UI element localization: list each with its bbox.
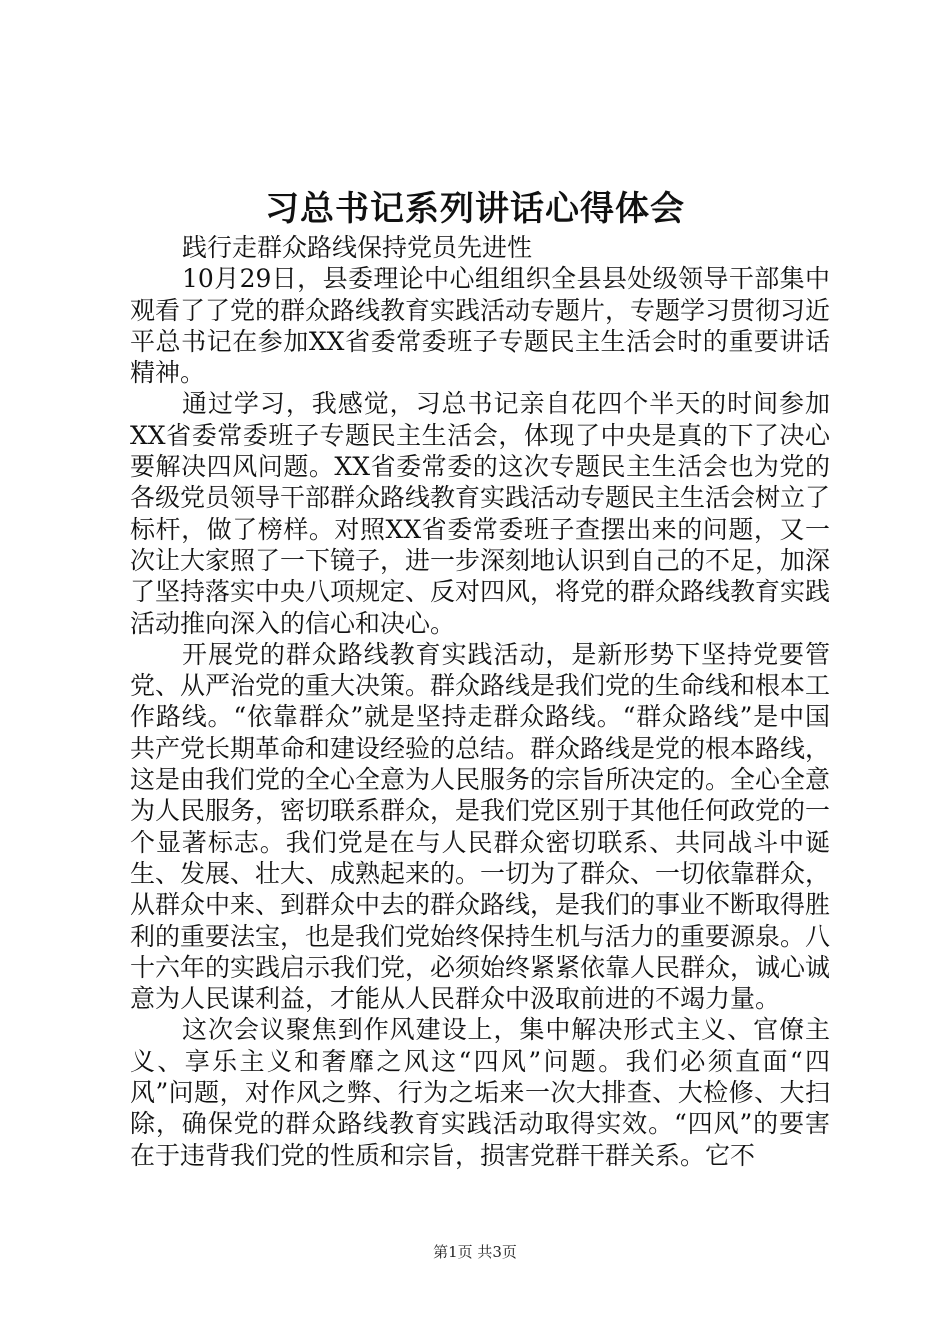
subtitle-paragraph: 践行走群众路线保持党员先进性 (182, 233, 533, 262)
page-footer (0, 1242, 950, 1262)
body-paragraph: 这次会议聚焦到作风建设上，集中解决形式主义、官僚主义、享乐主义和奢靡之风这“四风”问题。我们必须直面“四风”问题，对作风之弊、行为之垢来一次大排查、大检修、大扫除，确保党的群众路线教育实践活动取得实效。“四风”的要害在于违背我们党的性质和宗旨，损害党群干群关系。它不 (130, 1015, 830, 1170)
page-number: 第1页 (433, 1243, 473, 1261)
body-paragraph: 开展党的群众路线教育实践活动，是新形势下坚持党要管党、从严治党的重大决策。群众路线是我们党的生命线和根本工作路线。“依靠群众”就是坚持走群众路线。“群众路线”是中国共产党长期革命和建设经验的总结。群众路线是党的根本路线，这是由我们党的全心全意为人民服务的宗旨所决定的。全心全意为人民服务，密切联系群众，是我们党区别于其他任何政党的一个显著标志。我们党是在与人民群众密切联系、共同战斗中诞生、发展、壮大、成熟起来的。一切为了群众、一切依靠群众，从群众中来、到群众中去的群众路线，是我们的事业不断取得胜利的重要法宝，也是我们党始终保持生机与活力的重要源泉。八十六年的实践启示我们党，必须始终紧紧依靠人民群众，诚心诚意为人民谋利益，才能从人民群众中汲取前进的不竭力量。 (130, 639, 831, 1014)
body-paragraph: 10月29日，县委理论中心组组织全县县处级领导干部集中观看了了党的群众路线教育实践活动专题片，专题学习贯彻习近平总书记在参加XX省委常委班子专题民主生活会时的重要讲话精神。 (130, 264, 831, 388)
page-total: 共3页 (477, 1243, 517, 1261)
document-title: 习总书记系列讲话心得体会 (265, 189, 685, 229)
body-paragraph: 通过学习，我感觉，习总书记亲自花四个半天的时间参加XX省委常委班子专题民主生活会，体现了中央是真的下了决心要解决四风问题。XX省委常委的这次专题民主生活会也为党的各级党员领导干部群众路线教育实践活动专题民主生活会树立了标杆，做了榜样。对照XX省委常委班子查摆出来的问题，又一次让大家照了一下镜子，进一步深刻地认识到自己的不足，加深了坚持落实中央八项规定、反对四风，将党的群众路线教育实践活动推向深入的信心和决心。 (130, 389, 831, 638)
document-body (130, 232, 830, 1171)
